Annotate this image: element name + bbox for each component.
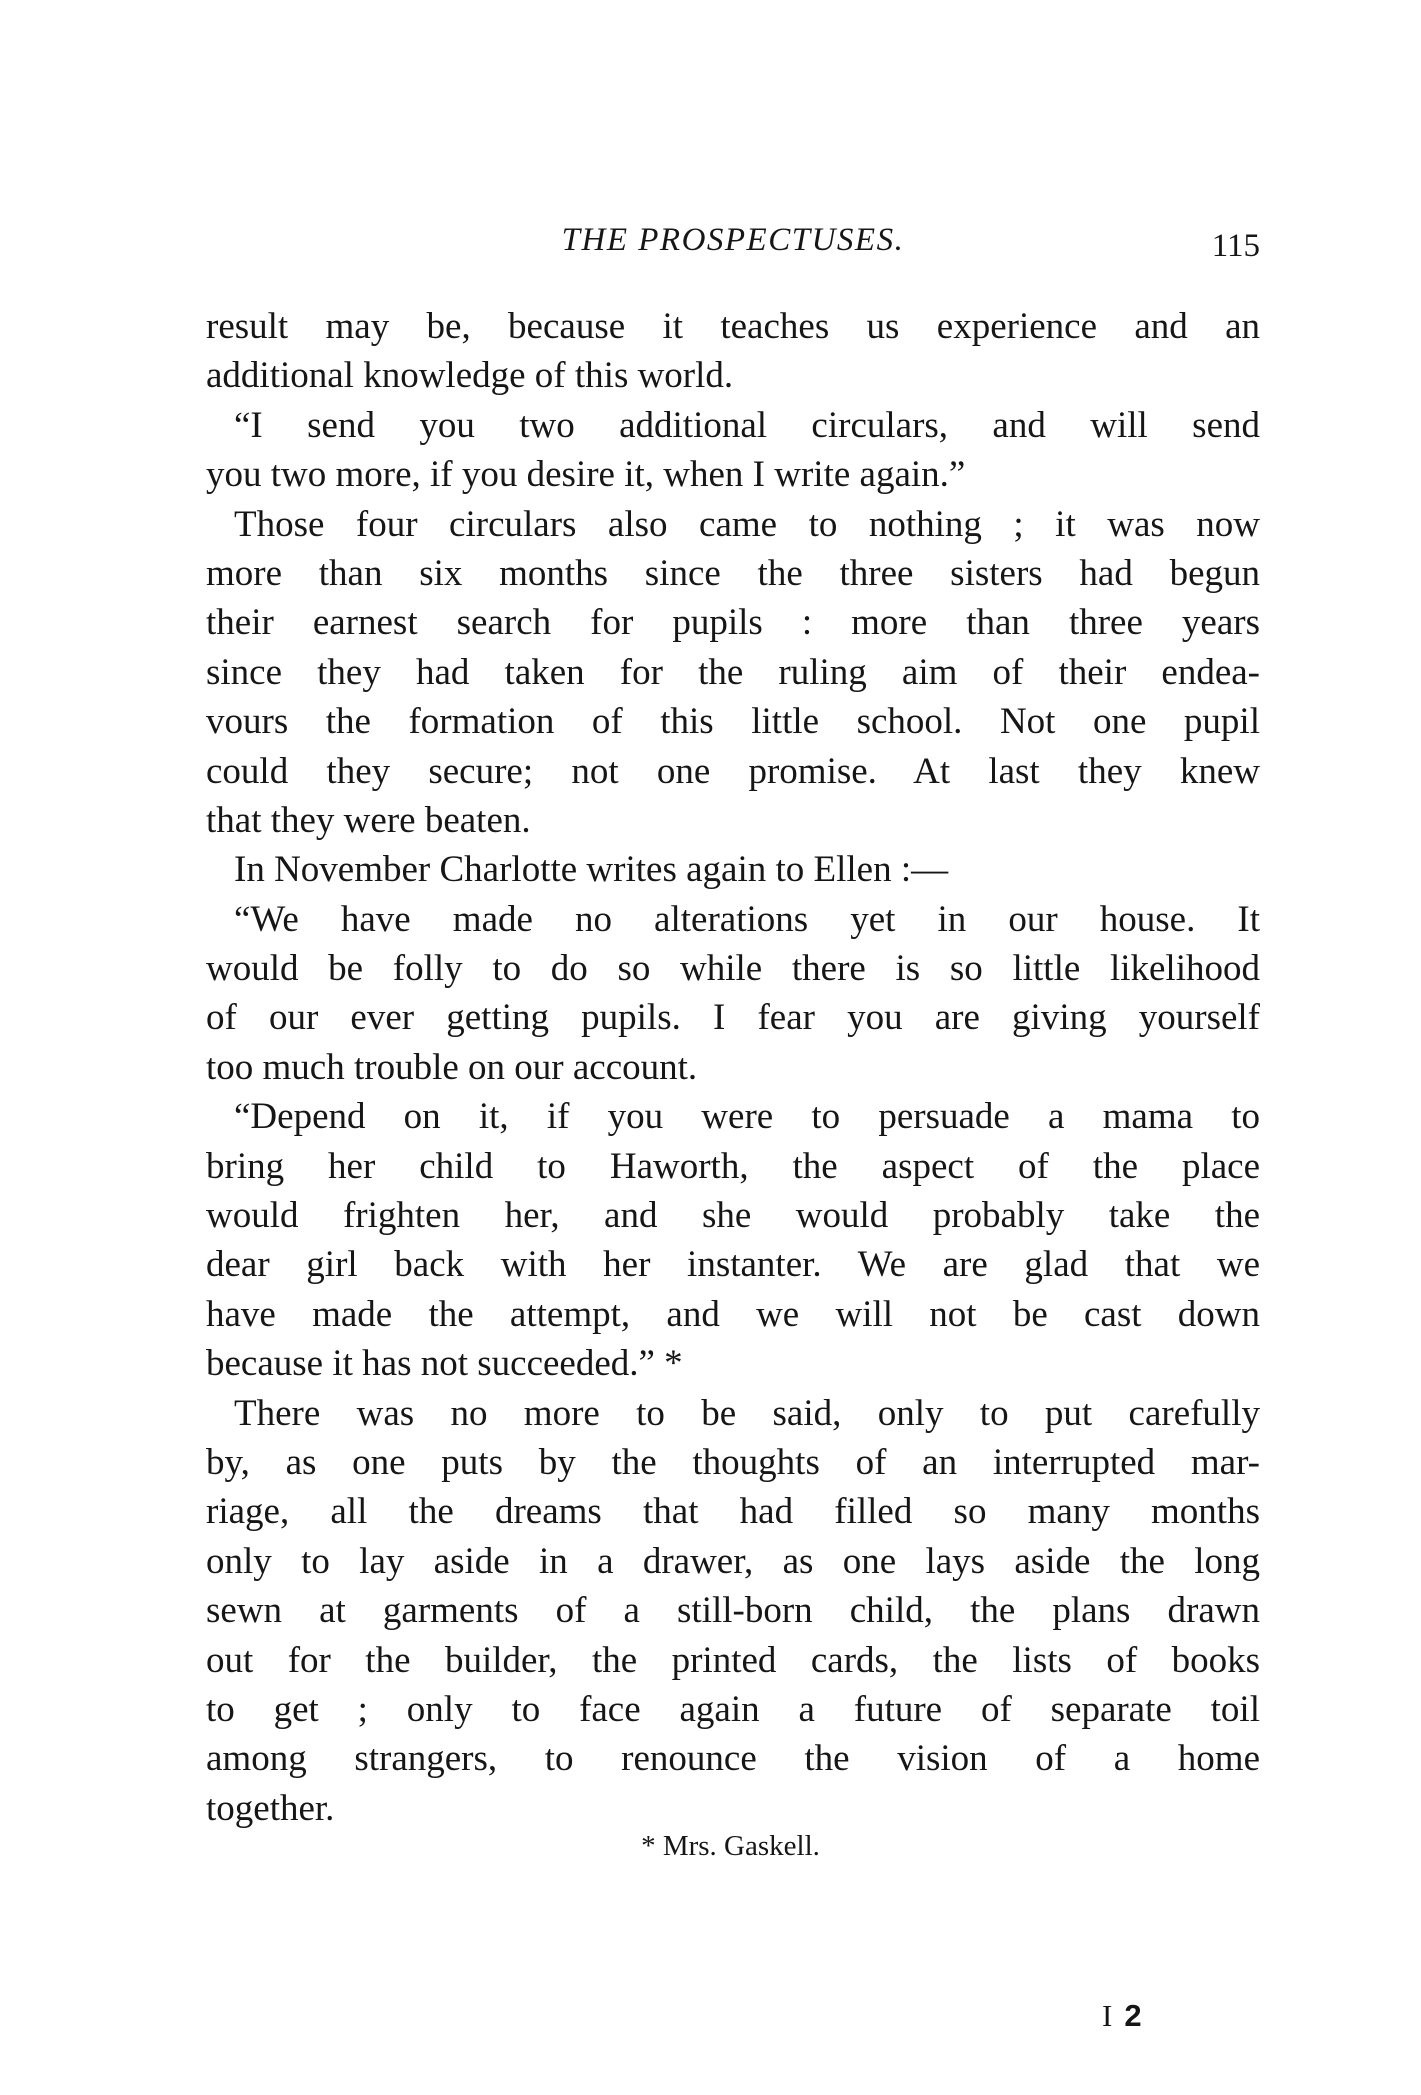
printer-signature-mark xyxy=(1102,1998,1142,2034)
running-header xyxy=(206,222,1260,272)
text-line: their earnest search for pupils : more than three years xyxy=(206,602,1260,644)
text-line: that they were beaten. xyxy=(206,799,531,841)
text-line: sewn at garments of a still-born child, the plans drawn xyxy=(206,1590,1260,1632)
text-line: dear girl back with her instanter. We are glad that we xyxy=(206,1244,1260,1286)
text-line: of our ever getting pupils. I fear you are giving yourself xyxy=(206,997,1260,1039)
text-line: “I send you two additional circulars, and will send xyxy=(234,404,1260,446)
text-line: among strangers, to renounce the vision of a home xyxy=(206,1738,1260,1780)
text-line: result may be, because it teaches us experience and an xyxy=(206,306,1260,347)
text-line: There was no more to be said, only to put carefully xyxy=(234,1392,1260,1434)
page-number: 115 xyxy=(1211,228,1260,264)
text-line: only to lay aside in a drawer, as one lays aside the long xyxy=(206,1540,1260,1582)
footnote: * Mrs. Gaskell. xyxy=(641,1830,820,1862)
text-line: “Depend on it, if you were to persuade a mama to xyxy=(234,1096,1260,1138)
text-line: Those four circulars also came to nothing ; it was now xyxy=(234,503,1260,545)
body-text xyxy=(206,302,1260,1833)
text-line: together. xyxy=(206,1787,335,1829)
signature-letter: I xyxy=(1102,1998,1113,2033)
text-line: to get ; only to face again a future of separate toil xyxy=(206,1688,1260,1730)
text-line: have made the attempt, and we will not be cast down xyxy=(206,1293,1260,1335)
text-line: In November Charlotte writes again to Ellen :— xyxy=(234,849,949,891)
text-line: more than six months since the three sisters had begun xyxy=(206,552,1260,594)
text-line: you two more, if you desire it, when I write again.” xyxy=(206,454,966,496)
text-line: since they had taken for the ruling aim of their endea- xyxy=(206,651,1260,693)
text-line: too much trouble on our account. xyxy=(206,1046,698,1088)
text-line: additional knowledge of this world. xyxy=(206,355,734,397)
text-line: riage, all the dreams that had filled so many months xyxy=(206,1491,1260,1533)
signature-number: 2 xyxy=(1124,1998,1142,2033)
text-line: “We have made no alterations yet in our house. It xyxy=(234,898,1260,940)
text-line: could they secure; not one promise. At last they knew xyxy=(206,750,1260,792)
text-line: out for the builder, the printed cards, the lists of books xyxy=(206,1639,1260,1681)
text-line: would frighten her, and she would probably take the xyxy=(206,1195,1260,1237)
text-line: bring her child to Haworth, the aspect of the place xyxy=(206,1145,1260,1187)
text-line: would be folly to do so while there is so little likelihood xyxy=(206,948,1260,990)
text-line: because it has not succeeded.” * xyxy=(206,1343,683,1385)
running-title: THE PROSPECTUSES. xyxy=(561,222,905,258)
text-line: vours the formation of this little school. Not one pupil xyxy=(206,701,1260,743)
text-line: by, as one puts by the thoughts of an interrupted mar- xyxy=(206,1441,1260,1483)
